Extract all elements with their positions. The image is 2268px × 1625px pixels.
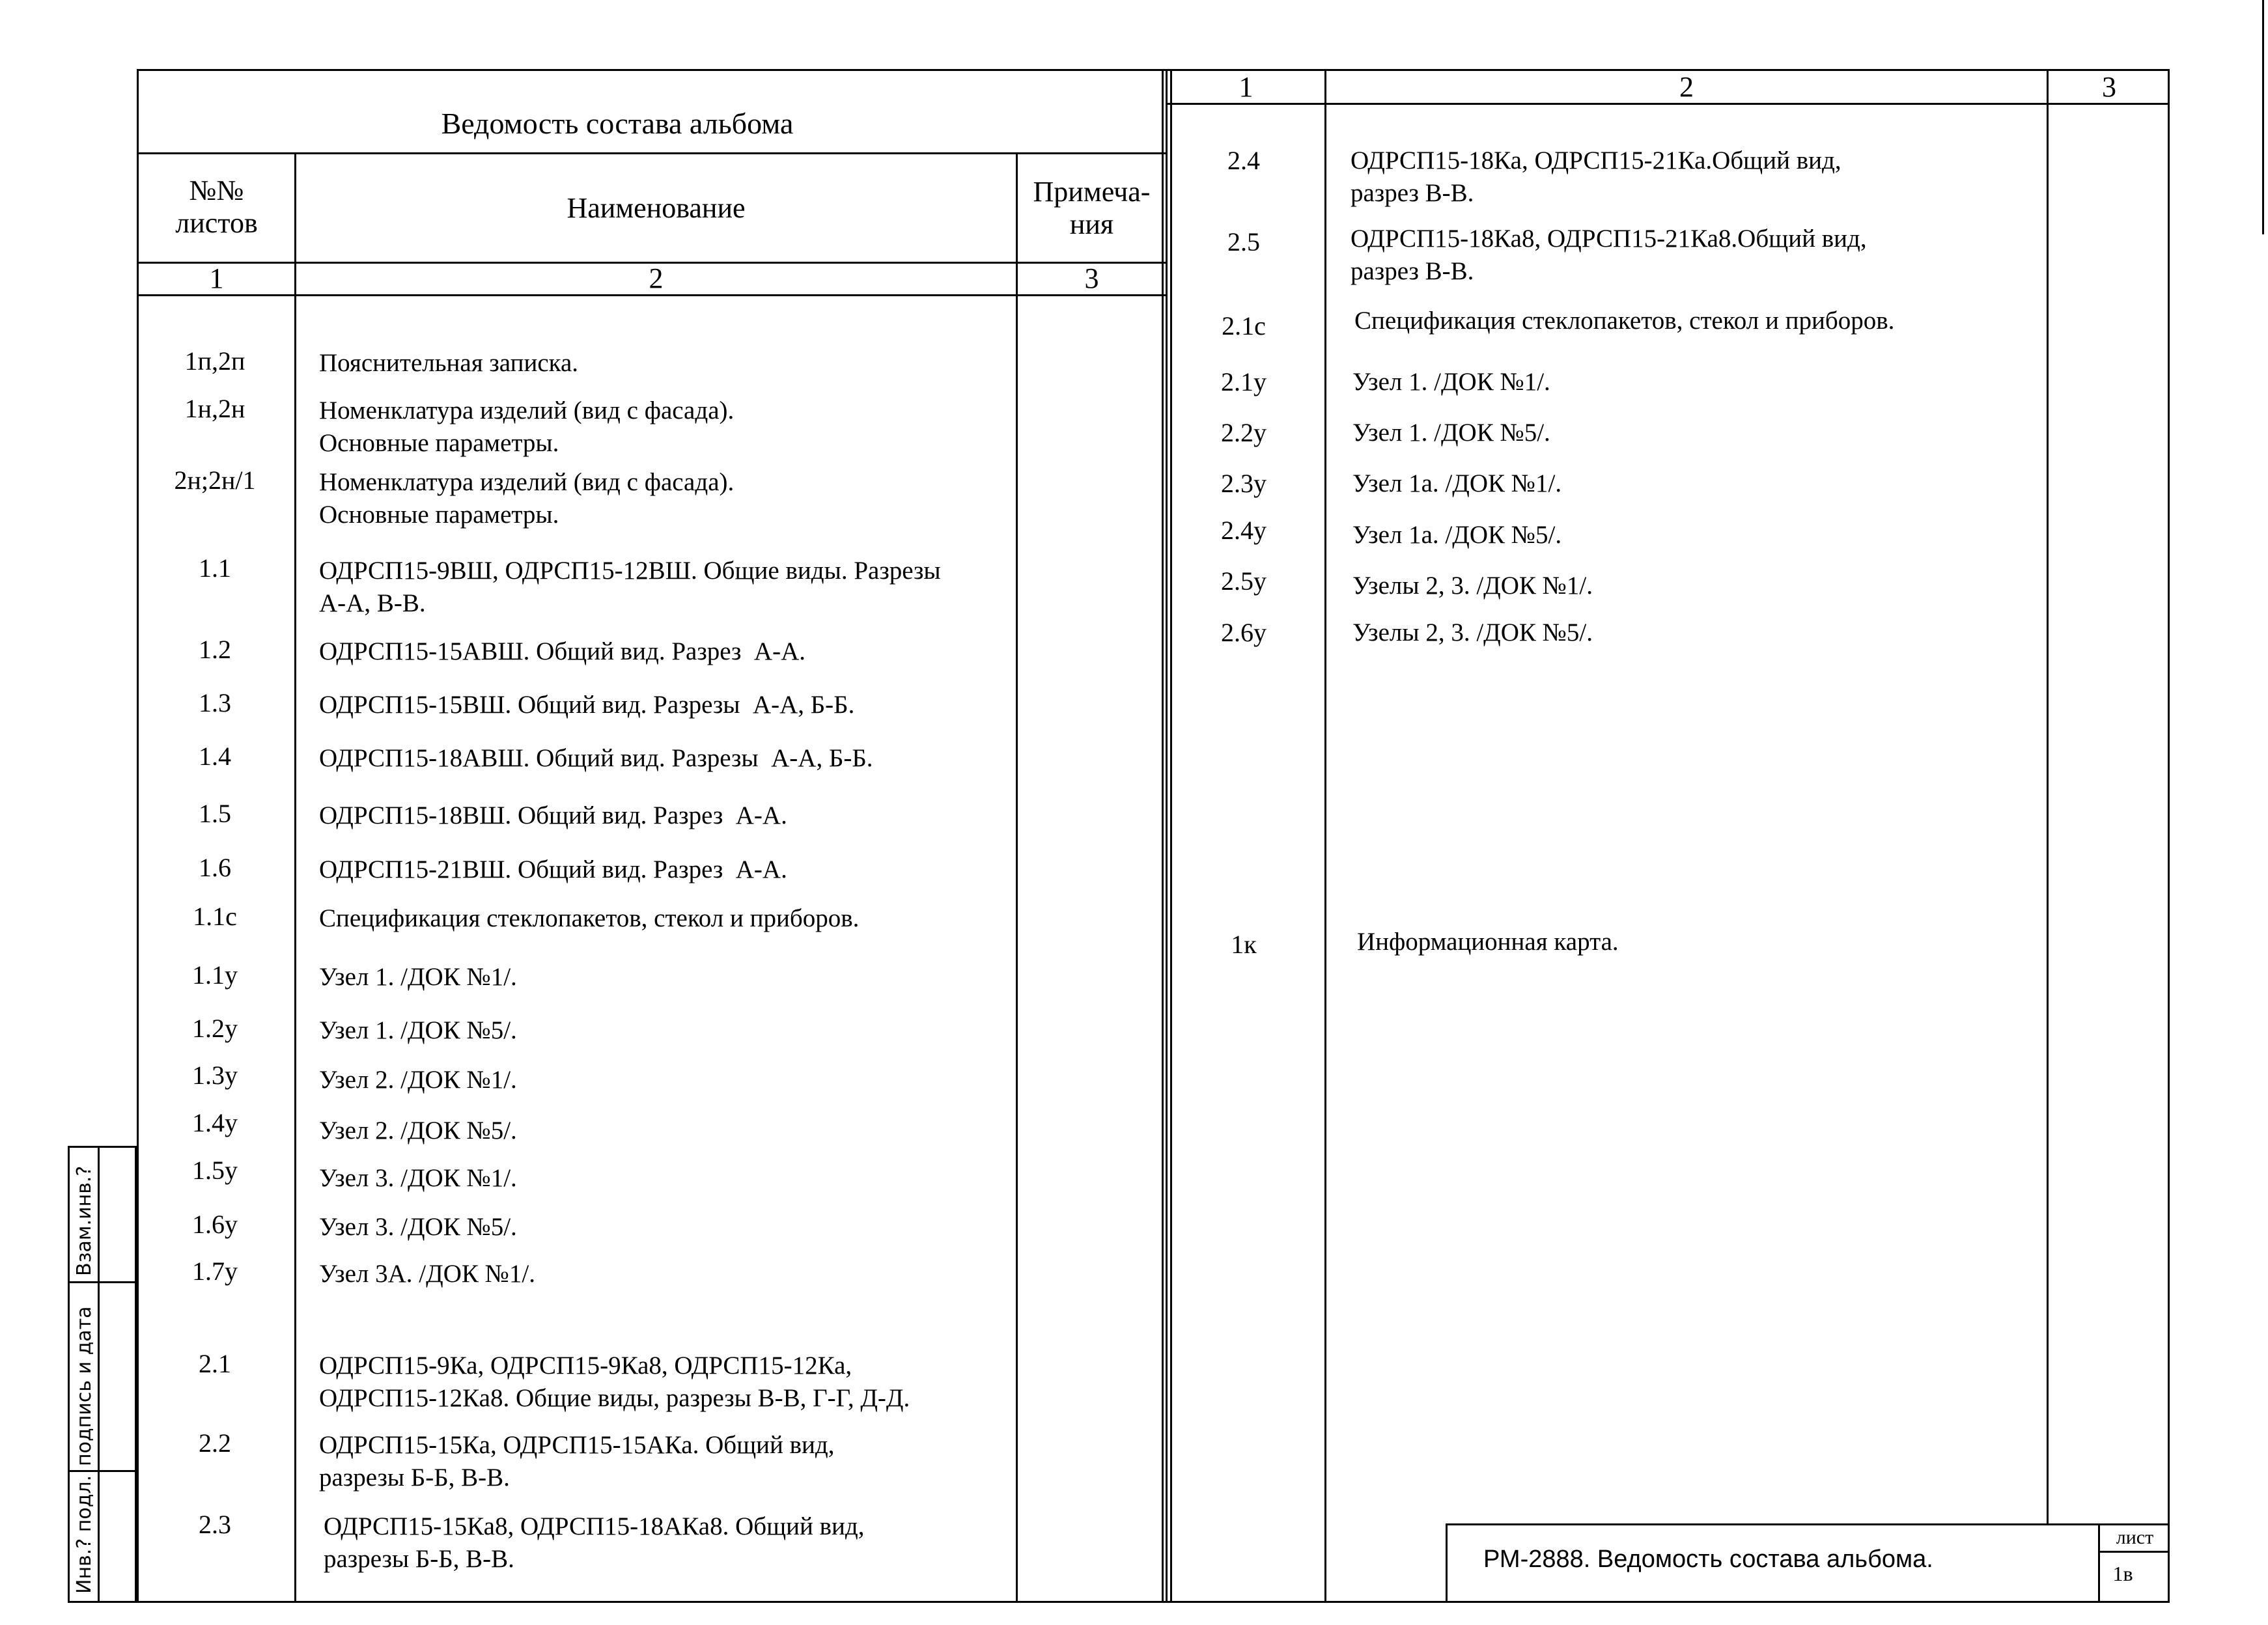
row-name: ОДРСП15-18Ка, ОДРСП15-21Ка.Общий вид, разрез В-В. <box>1351 146 1841 207</box>
row-name: Информационная карта. <box>1357 928 1619 956</box>
left-col-divider-2 <box>1016 152 1018 1603</box>
row-sheet-no: 1.4 <box>199 742 231 771</box>
row-name: Узелы 2, 3. /ДОК №5/. <box>1352 618 1593 646</box>
row-name: ОДРСП15-15АВШ. Общий вид. Разрез А-А. <box>319 637 805 665</box>
edge-mark <box>2262 0 2264 234</box>
row-name: Спецификация стеклопакетов, стекол и приборов. <box>319 904 860 932</box>
side-stamp-rule-2 <box>68 1470 137 1472</box>
row-sheet-no: 1.7у <box>192 1257 238 1286</box>
header-top-rule <box>137 152 1166 154</box>
row-name: Узел 1. /ДОК №1/. <box>1352 368 1550 396</box>
row-sheet-no: 2.5 <box>1227 227 1260 257</box>
row-sheet-no: 2.1у <box>1221 367 1267 396</box>
row-name: ОДРСП15-21ВШ. Общий вид. Разрез А-А. <box>319 855 787 883</box>
right-col-divider-2 <box>2047 69 2049 1525</box>
row-sheet-no: 2.2 <box>199 1428 231 1458</box>
row-name: Узелы 2, 3. /ДОК №1/. <box>1352 572 1593 600</box>
side-stamp-rule-1 <box>68 1281 137 1283</box>
row-sheet-no: 2.3 <box>199 1510 231 1539</box>
row-name: Узел 3. /ДОК №1/. <box>319 1164 517 1192</box>
row-name: Узел 3А. /ДОК №1/. <box>319 1260 535 1288</box>
header-notes: Примеча- ния <box>1033 176 1151 240</box>
header-sheet-numbers: №№ листов <box>175 174 258 239</box>
row-sheet-no: 1.4у <box>192 1108 238 1137</box>
row-name: ОДРСП15-18АВШ. Общий вид. Разрезы А-А, Б-Б. <box>319 744 873 772</box>
row-name: Узел 2. /ДОК №1/. <box>319 1066 517 1094</box>
row-sheet-no: 2.4у <box>1221 516 1267 545</box>
stamp-sign-date: подпись и дата <box>73 1306 96 1466</box>
colnum-bottom-rule <box>137 294 1166 296</box>
row-name: Узел 1. /ДОК №1/. <box>319 963 517 991</box>
title-block-top-rule <box>1446 1523 2170 1525</box>
row-name: Узел 2. /ДОК №5/. <box>319 1117 517 1145</box>
row-sheet-no: 1к <box>1231 930 1257 959</box>
row-sheet-no: 1.3 <box>199 688 231 717</box>
title-block-left-rule <box>1446 1523 1448 1603</box>
row-name: Спецификация стеклопакетов, стекол и приборов. <box>1354 307 1895 335</box>
left-colnum-3: 3 <box>1084 262 1099 294</box>
row-name: Узел 3. /ДОК №5/. <box>319 1213 517 1241</box>
right-colnum-2: 2 <box>1679 71 1694 103</box>
page-title: Ведомость состава альбома <box>441 107 794 140</box>
row-sheet-no: 1.6 <box>199 853 231 882</box>
row-sheet-no: 1п,2п <box>184 346 245 376</box>
row-sheet-no: 2.2у <box>1221 418 1267 447</box>
stamp-replace-inv: Взам.инв.? <box>73 1165 96 1276</box>
row-sheet-no: 2.1с <box>1222 311 1266 340</box>
row-sheet-no: 1.2 <box>199 635 231 664</box>
left-colnum-1: 1 <box>209 262 224 294</box>
row-sheet-no: 1.1 <box>199 553 231 583</box>
row-sheet-no: 1.3у <box>192 1061 238 1090</box>
row-sheet-no: 2.6у <box>1221 618 1267 647</box>
row-name: Узел 1. /ДОК №5/. <box>319 1016 517 1044</box>
left-colnum-2: 2 <box>649 262 664 294</box>
row-sheet-no: 1.2у <box>192 1014 238 1043</box>
stamp-inv-no: Инв.? подл. <box>73 1475 96 1594</box>
right-colnum-rule <box>1166 103 2170 105</box>
row-name: Номенклатура изделий (вид с фасада). Основные параметры. <box>319 396 735 457</box>
row-name: Узел 1а. /ДОК №1/. <box>1352 469 1562 497</box>
row-name: Узел 1. /ДОК №5/. <box>1352 419 1550 447</box>
row-sheet-no: 2.5у <box>1221 566 1267 596</box>
row-name: ОДРСП15-9Ка, ОДРСП15-9Ка8, ОДРСП15-12Ка, ОДРСП15-12Ка8. Общие виды, разрезы В-В, Г-Г, Д-Д. <box>319 1352 910 1412</box>
right-colnum-1: 1 <box>1239 71 1253 103</box>
row-name: Номенклатура изделий (вид с фасада). Основные параметры. <box>319 468 735 529</box>
right-col-divider-1 <box>1324 69 1326 1603</box>
side-stamp-divider <box>98 1146 100 1603</box>
row-sheet-no: 1.1с <box>193 902 237 931</box>
header-name: Наименование <box>567 192 746 224</box>
row-name: ОДРСП15-15Ка, ОДРСП15-15АКа. Общий вид, разрезы Б-Б, В-В. <box>319 1431 835 1492</box>
sheet-label: лист <box>2116 1527 2154 1548</box>
row-sheet-no: 1н,2н <box>184 394 245 423</box>
right-colnum-3: 3 <box>2102 71 2116 103</box>
row-sheet-no: 1.6у <box>192 1210 238 1239</box>
row-sheet-no: 1.5у <box>192 1156 238 1185</box>
row-name: ОДРСП15-15Ка8, ОДРСП15-18АКа8. Общий вид, разрезы Б-Б, В-В. <box>324 1512 865 1573</box>
right-page-frame <box>1166 69 2170 1603</box>
row-sheet-no: 2.3у <box>1221 469 1267 498</box>
row-sheet-no: 2н;2н/1 <box>174 465 256 495</box>
page-divider <box>1162 69 1164 1603</box>
doc-title: РМ-2888. Ведомость состава альбома. <box>1483 1546 1933 1573</box>
sheet-number: 1в <box>2112 1562 2133 1585</box>
row-sheet-no: 2.4 <box>1227 146 1260 175</box>
row-name: Пояснительная записка. <box>319 349 579 377</box>
row-sheet-no: 1.5 <box>199 799 231 828</box>
row-name: Узел 1а. /ДОК №5/. <box>1352 521 1562 549</box>
row-sheet-no: 2.1 <box>199 1349 231 1378</box>
row-name: ОДРСП15-9ВШ, ОДРСП15-12ВШ. Общие виды. Разрезы А-А, В-В. <box>319 557 941 617</box>
row-name: ОДРСП15-18Ка8, ОДРСП15-21Ка8.Общий вид, разрез В-В. <box>1351 225 1867 285</box>
row-sheet-no: 1.1у <box>192 960 238 990</box>
row-name: ОДРСП15-15ВШ. Общий вид. Разрезы А-А, Б-Б. <box>319 691 855 719</box>
row-name: ОДРСП15-18ВШ. Общий вид. Разрез А-А. <box>319 801 787 829</box>
